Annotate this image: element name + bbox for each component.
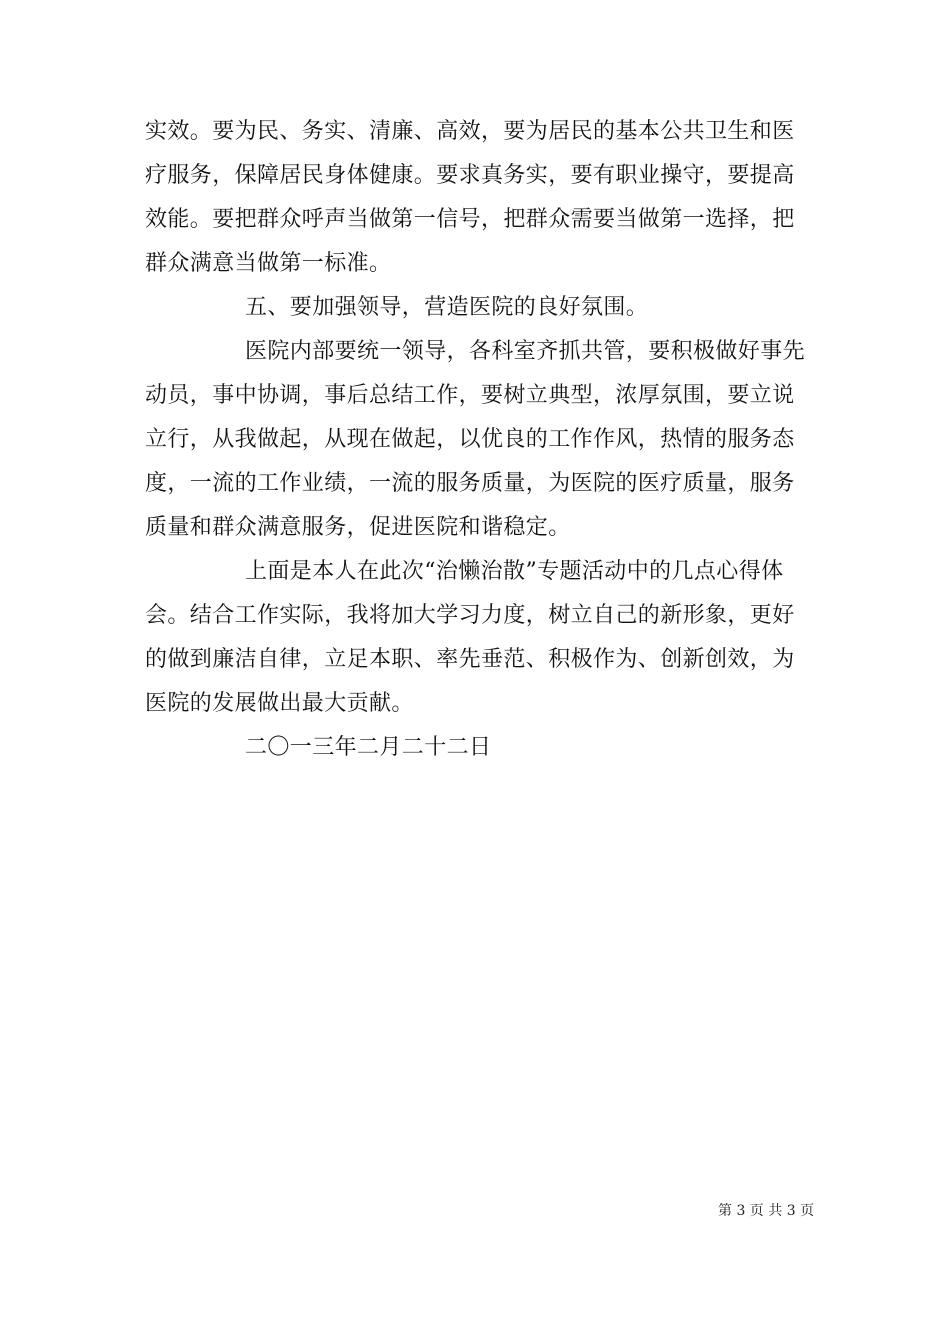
body-line: 动员，事中协调，事后总结工作，要树立典型，浓厚氛围，要立说	[145, 383, 795, 408]
section-heading: 五、要加强领导，营造医院的良好氛围。	[245, 295, 649, 320]
body-line: 会。结合工作实际，我将加大学习力度，树立自己的新形象，更好	[145, 603, 795, 628]
body-line: 立行，从我做起，从现在做起，以优良的工作作风，热情的服务态	[145, 427, 795, 452]
document-date: 二〇一三年二月二十二日	[245, 735, 492, 760]
body-line: 上面是本人在此次“治懒治散”专题活动中的几点心得体	[245, 559, 784, 584]
body-line: 医院的发展做出最大贡献。	[145, 691, 414, 716]
body-line: 实效。要为民、务实、清廉、高效，要为居民的基本公共卫生和医	[145, 119, 795, 144]
body-line: 质量和群众满意服务，促进医院和谐稳定。	[145, 515, 571, 540]
body-line: 疗服务，保障居民身体健康。要求真务实，要有职业操守，要提高	[145, 163, 795, 188]
body-line: 的做到廉洁自律，立足本职、率先垂范、积极作为、创新创效，为	[145, 647, 795, 672]
body-line: 度，一流的工作业绩，一流的服务质量，为医院的医疗质量，服务	[145, 471, 795, 496]
body-line: 群众满意当做第一标准。	[145, 251, 392, 276]
body-line: 效能。要把群众呼声当做第一信号，把群众需要当做第一选择，把	[145, 207, 795, 232]
body-line: 医院内部要统一领导，各科室齐抓共管，要积极做好事先	[245, 339, 806, 364]
page-number-footer: 第 3 页 共 3 页	[718, 1203, 815, 1219]
